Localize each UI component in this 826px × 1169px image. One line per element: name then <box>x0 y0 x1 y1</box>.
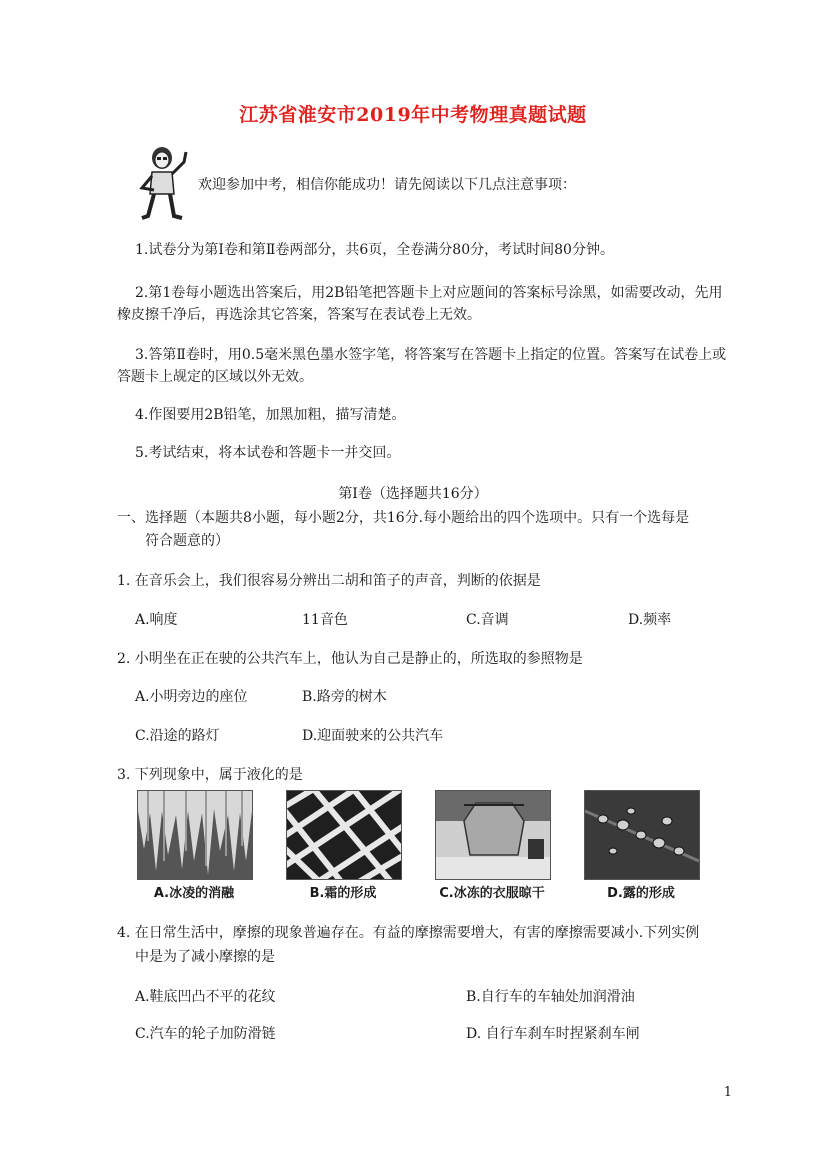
photo-frozen-clothes <box>435 790 551 880</box>
part-heading-line1: 一、选择题（本题共8小题，每小题2分，共16分.每小题给出的四个选项中。只有一个选每是 <box>117 510 690 526</box>
section-title: 第Ⅰ卷（选择题共16分） <box>338 486 488 502</box>
photo-frost-formation <box>286 790 402 880</box>
q3-caption-d: D.露的形成 <box>607 886 675 901</box>
q4-option-c: C.汽车的轮子加防滑链 <box>135 1026 276 1042</box>
q3-caption-b: B.霜的形成 <box>309 886 377 901</box>
cartoon-student-icon <box>134 144 190 222</box>
q1-option-c: C.音调 <box>466 612 509 628</box>
q3-caption-c: C.冰冻的衣服晾干 <box>439 886 545 901</box>
q4-option-b: B.自行车的车轴处加润滑油 <box>466 989 635 1005</box>
note-2: 2.第1卷每小题选出答案后，用2B铅笔把答题卡上对应题间的答案标号涂黑，如需要改动，先用橡皮擦千净后，再选涂其它答案，答案写在表试卷上无效。 <box>117 285 723 323</box>
question-4-stem-line1: 4. 在日常生活中，摩擦的现象普遍存在。有益的摩擦需要增大，有害的摩擦需要减小.下列实例 <box>117 925 700 941</box>
q1-option-d: D.频率 <box>628 612 672 628</box>
question-2-stem: 2. 小明坐在正在驶的公共汽车上，他认为自己是静止的，所选取的参照物是 <box>117 651 583 667</box>
question-4-stem-line2: 中是为了减小摩擦的是 <box>135 949 275 965</box>
note-3: 3.答第Ⅱ卷时，用0.5毫米黑色墨水签字笔，将答案写在答题卡上指定的位置。答案写在试卷上或答题卡上觇定的区域以外无效。 <box>117 347 727 385</box>
note-1: 1.试卷分为第Ⅰ卷和第Ⅱ卷两部分，共6页，全卷满分80分，考试时间80分钟。 <box>135 242 614 258</box>
q2-option-c: C.沿途的路灯 <box>135 728 220 744</box>
photo-dew-formation <box>584 790 700 880</box>
note-4: 4.作图要用2B铅笔，加黑加粗，描写清楚。 <box>135 407 406 423</box>
q4-option-a: A.鞋底凹凸不平的花纹 <box>135 989 276 1005</box>
q1-option-a: A.响度 <box>135 612 178 628</box>
q4-option-d: D. 自行车刹车时捏紧刹车闸 <box>466 1026 640 1042</box>
q2-option-a: A.小明旁边的座位 <box>135 689 248 705</box>
page-number: 1 <box>723 1085 732 1100</box>
question-1-stem: 1. 在音乐会上，我们很容易分辨出二胡和笛子的声音，判断的依据是 <box>117 573 541 589</box>
q2-option-d: D.迎面驶来的公共汽车 <box>302 728 444 744</box>
photo-icicles-melting <box>137 790 253 880</box>
q2-option-b: B.路旁的树木 <box>302 689 387 705</box>
note-5: 5.考试结束，将本试卷和答题卡一并交回。 <box>135 445 401 461</box>
question-3-stem: 3. 下列现象中，属于液化的是 <box>117 767 303 783</box>
welcome-text: 欢迎参加中考，相信你能成功！请先阅读以下几点注意事项： <box>198 177 576 193</box>
part-heading-line2: 符合题意的） <box>145 533 229 549</box>
q3-caption-a: A.冰凌的消融 <box>153 886 235 901</box>
q1-option-b: 11音色 <box>302 612 348 628</box>
exam-title: 江苏省淮安市2019年中考物理真题试题 <box>239 104 587 126</box>
